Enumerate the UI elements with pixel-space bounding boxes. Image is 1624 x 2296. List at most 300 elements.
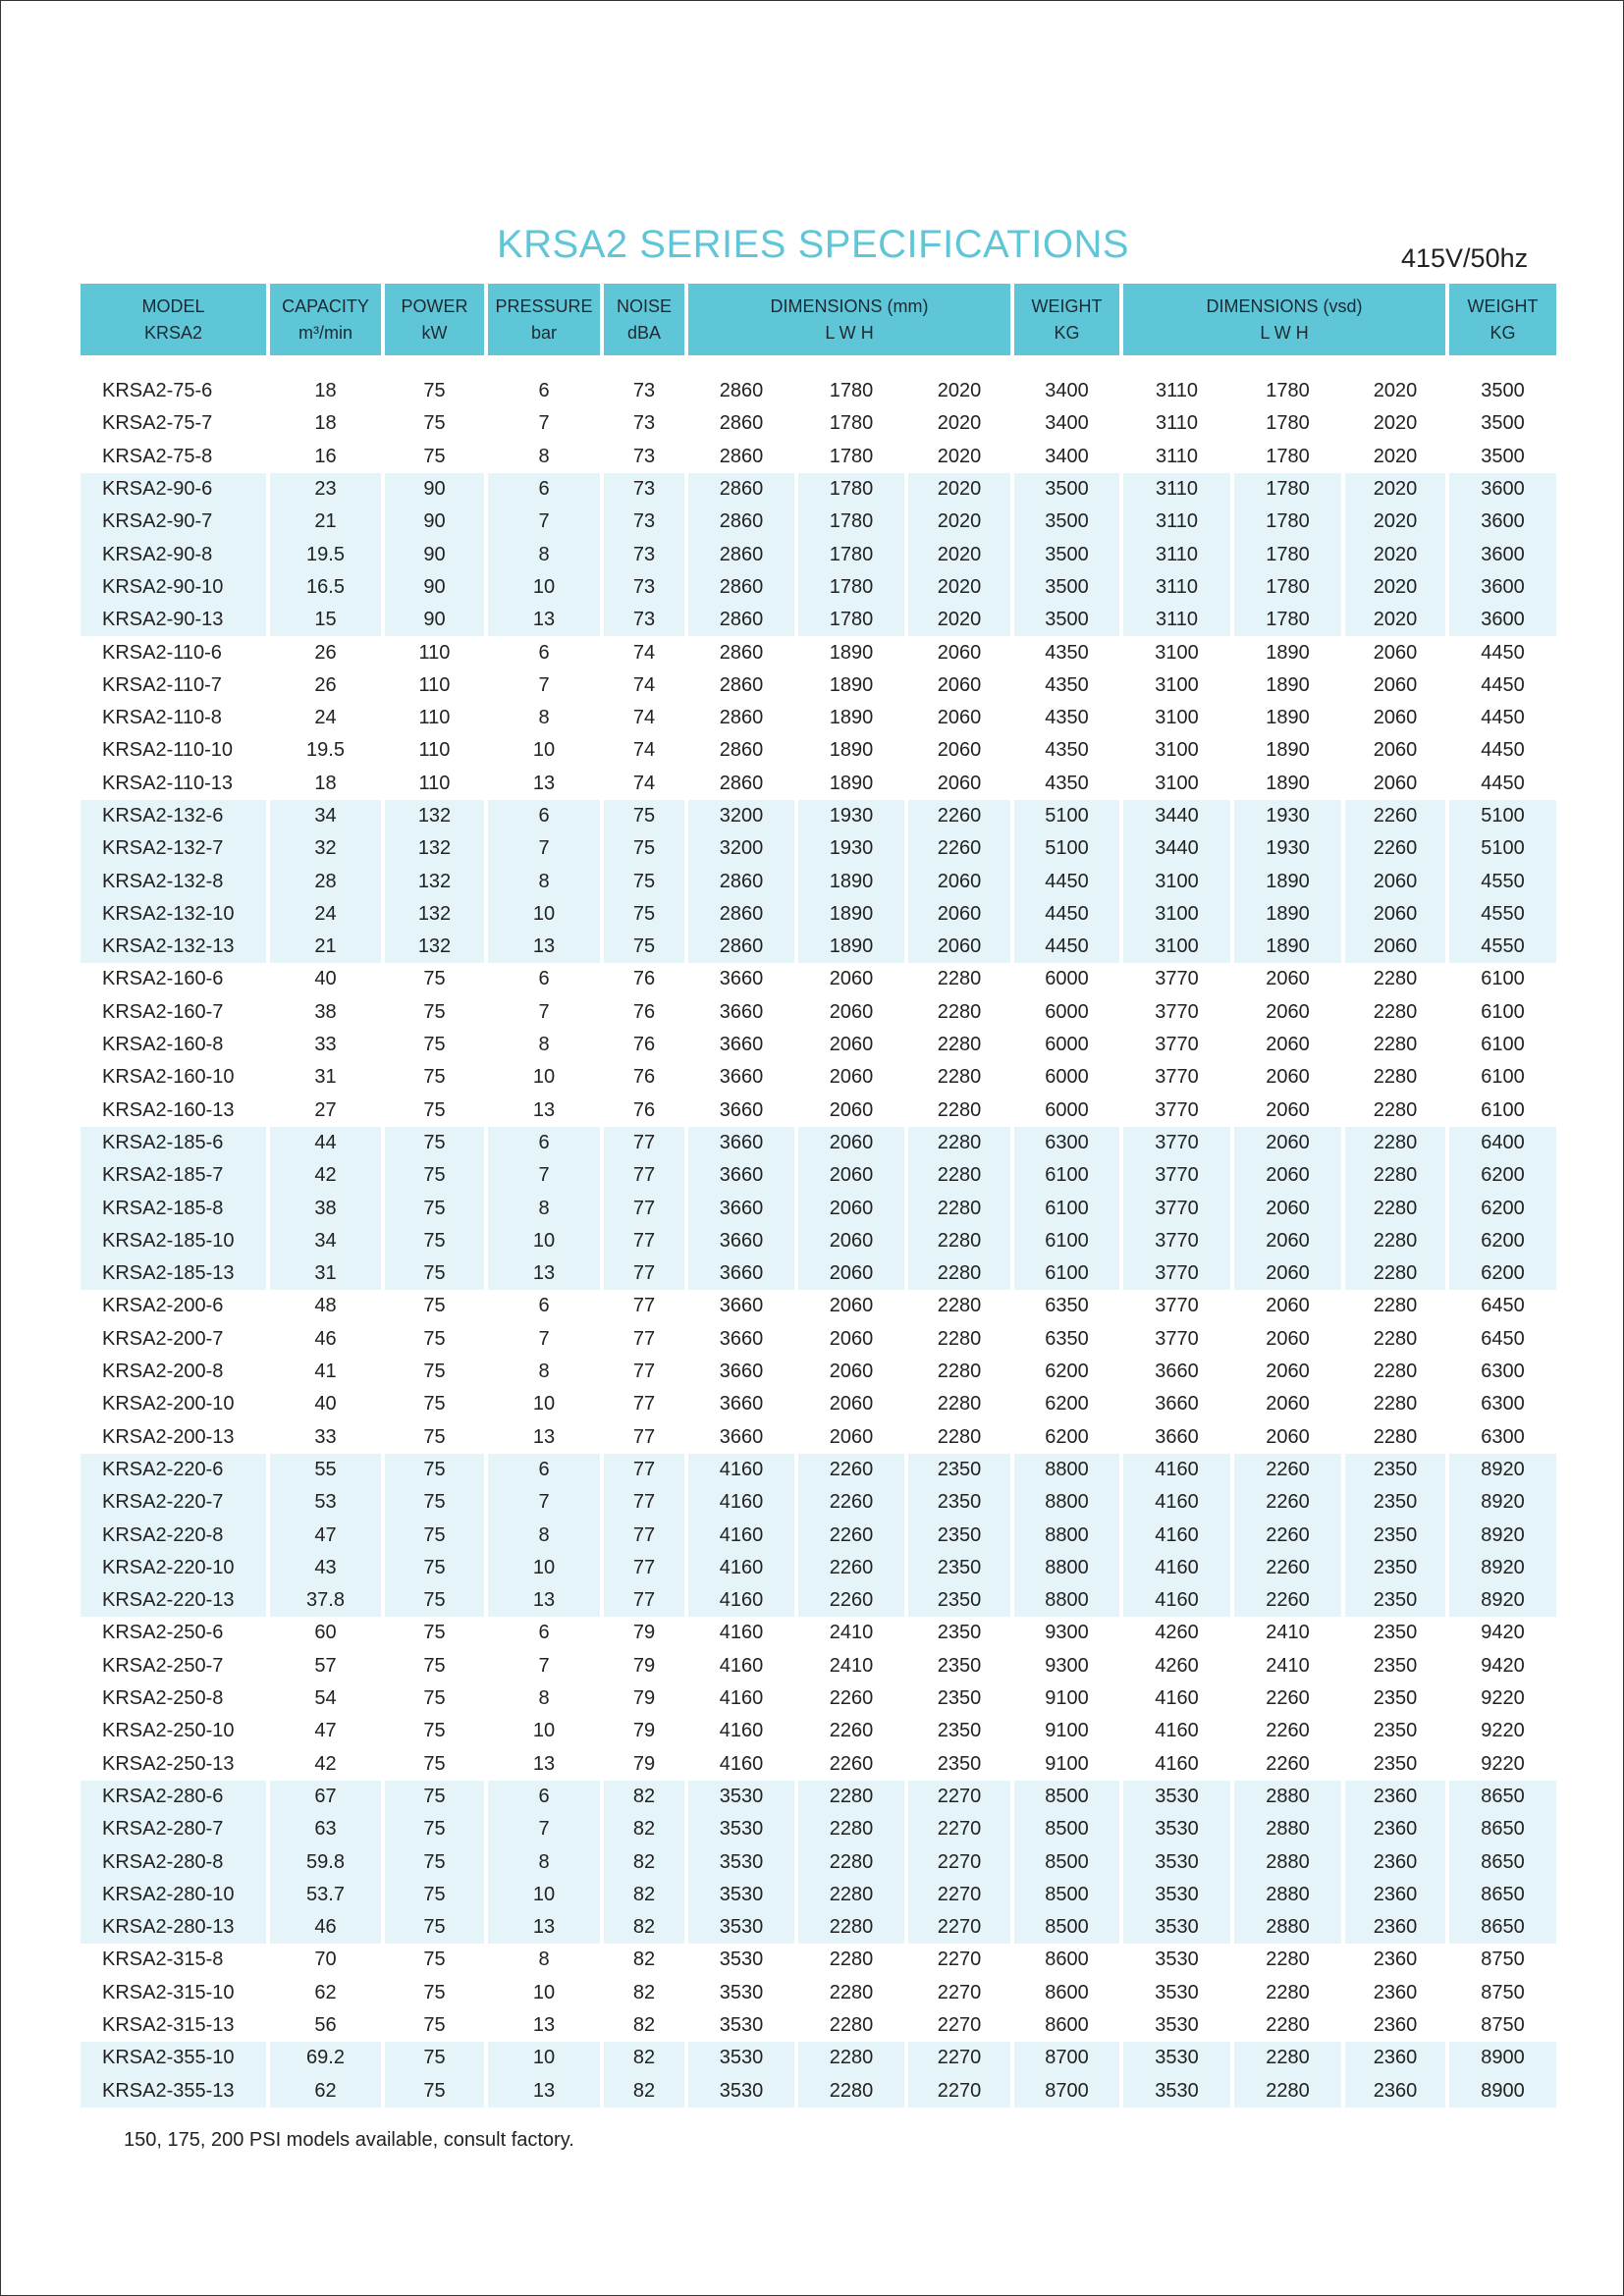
cell-vsd-w: 2060 (1234, 1225, 1345, 1257)
cell-dim-h: 2280 (908, 1388, 1014, 1420)
cell-weight: 9100 (1014, 1747, 1123, 1780)
cell-power: 75 (385, 1682, 488, 1715)
cell-noise: 82 (604, 2042, 688, 2074)
table-row (81, 1290, 1556, 1322)
cell-vsd-w: 2060 (1234, 1421, 1345, 1454)
table-row (81, 702, 1556, 734)
cell-dim-w: 1890 (798, 931, 908, 963)
cell-dim-h: 2270 (908, 1944, 1014, 1976)
cell-vsd-h: 2020 (1345, 604, 1449, 636)
cell-dim-w: 2060 (798, 1127, 908, 1159)
cell-vsd-w: 2280 (1234, 1944, 1345, 1976)
cell-power: 90 (385, 473, 488, 506)
cell-dim-h: 2280 (908, 1061, 1014, 1094)
cell-pressure: 7 (488, 407, 604, 440)
cell-weight: 5100 (1014, 800, 1123, 832)
cell-vsd-l: 3660 (1123, 1421, 1234, 1454)
cell-dim-w: 2280 (798, 1977, 908, 2009)
cell-weight-vsd: 3600 (1449, 506, 1556, 538)
cell-model: KRSA2-132-7 (81, 832, 270, 865)
cell-weight-vsd: 4550 (1449, 931, 1556, 963)
cell-noise: 75 (604, 865, 688, 897)
cell-vsd-w: 2060 (1234, 1257, 1345, 1290)
cell-weight: 3400 (1014, 375, 1123, 407)
cell-dim-w: 2280 (798, 2009, 908, 2042)
cell-model: KRSA2-185-10 (81, 1225, 270, 1257)
cell-model: KRSA2-90-13 (81, 604, 270, 636)
cell-vsd-l: 3770 (1123, 1029, 1234, 1061)
cell-vsd-h: 2350 (1345, 1584, 1449, 1617)
cell-noise: 74 (604, 768, 688, 800)
cell-noise: 77 (604, 1127, 688, 1159)
cell-dim-l: 3530 (688, 1781, 798, 1813)
cell-dim-h: 2060 (908, 931, 1014, 963)
cell-vsd-h: 2020 (1345, 375, 1449, 407)
cell-vsd-h: 2060 (1345, 768, 1449, 800)
cell-weight: 3500 (1014, 571, 1123, 604)
cell-model: KRSA2-75-7 (81, 407, 270, 440)
cell-vsd-w: 2060 (1234, 1127, 1345, 1159)
table-row (81, 1845, 1556, 1878)
cell-model: KRSA2-250-8 (81, 1682, 270, 1715)
cell-vsd-h: 2360 (1345, 1879, 1449, 1911)
cell-dim-l: 3660 (688, 1290, 798, 1322)
cell-model: KRSA2-200-6 (81, 1290, 270, 1322)
cell-vsd-h: 2060 (1345, 734, 1449, 767)
cell-vsd-l: 3770 (1123, 1192, 1234, 1224)
table-row (81, 1977, 1556, 2009)
cell-weight-vsd: 6200 (1449, 1225, 1556, 1257)
cell-model: KRSA2-160-8 (81, 1029, 270, 1061)
cell-dim-h: 2280 (908, 1225, 1014, 1257)
cell-dim-l: 2860 (688, 473, 798, 506)
cell-weight-vsd: 6400 (1449, 1127, 1556, 1159)
cell-noise: 82 (604, 1845, 688, 1878)
cell-vsd-l: 3530 (1123, 1845, 1234, 1878)
cell-dim-w: 1890 (798, 702, 908, 734)
table-row (81, 669, 1556, 702)
table-row (81, 1584, 1556, 1617)
table-row (81, 1944, 1556, 1976)
cell-weight: 8600 (1014, 1944, 1123, 1976)
cell-dim-h: 2350 (908, 1584, 1014, 1617)
cell-dim-w: 1890 (798, 865, 908, 897)
cell-dim-l: 2860 (688, 669, 798, 702)
cell-dim-h: 2280 (908, 1159, 1014, 1192)
cell-capacity: 27 (270, 1095, 385, 1127)
cell-noise: 73 (604, 407, 688, 440)
cell-noise: 77 (604, 1192, 688, 1224)
cell-power: 75 (385, 1257, 488, 1290)
table-row (81, 1747, 1556, 1780)
cell-capacity: 34 (270, 800, 385, 832)
cell-power: 110 (385, 768, 488, 800)
cell-noise: 74 (604, 734, 688, 767)
cell-dim-l: 3660 (688, 1095, 798, 1127)
header-pressure: PRESSURE bar (488, 284, 604, 355)
cell-vsd-w: 2260 (1234, 1552, 1345, 1584)
cell-model: KRSA2-75-6 (81, 375, 270, 407)
cell-vsd-l: 3110 (1123, 604, 1234, 636)
cell-weight-vsd: 5100 (1449, 800, 1556, 832)
cell-pressure: 8 (488, 1519, 604, 1551)
cell-dim-h: 2270 (908, 2042, 1014, 2074)
cell-power: 132 (385, 931, 488, 963)
cell-capacity: 69.2 (270, 2042, 385, 2074)
header-dimensions: DIMENSIONS (mm) L W H (688, 284, 1014, 355)
cell-vsd-l: 3770 (1123, 963, 1234, 995)
table-row (81, 407, 1556, 440)
cell-noise: 74 (604, 636, 688, 668)
cell-dim-w: 2260 (798, 1454, 908, 1486)
table-row (81, 506, 1556, 538)
cell-weight-vsd: 6300 (1449, 1421, 1556, 1454)
cell-power: 75 (385, 1095, 488, 1127)
cell-vsd-l: 3530 (1123, 1944, 1234, 1976)
cell-dim-h: 2350 (908, 1552, 1014, 1584)
cell-vsd-h: 2350 (1345, 1519, 1449, 1551)
cell-power: 75 (385, 1159, 488, 1192)
cell-noise: 77 (604, 1454, 688, 1486)
cell-dim-l: 2860 (688, 407, 798, 440)
cell-vsd-l: 3100 (1123, 734, 1234, 767)
cell-pressure: 7 (488, 1813, 604, 1845)
cell-vsd-w: 2060 (1234, 1061, 1345, 1094)
table-row (81, 1323, 1556, 1356)
cell-dim-h: 2020 (908, 473, 1014, 506)
cell-weight-vsd: 8650 (1449, 1781, 1556, 1813)
cell-vsd-l: 4160 (1123, 1486, 1234, 1519)
cell-vsd-w: 1890 (1234, 865, 1345, 897)
cell-pressure: 13 (488, 1747, 604, 1780)
cell-capacity: 21 (270, 931, 385, 963)
cell-model: KRSA2-250-6 (81, 1617, 270, 1649)
cell-dim-h: 2020 (908, 571, 1014, 604)
cell-weight: 8500 (1014, 1879, 1123, 1911)
table-row (81, 375, 1556, 407)
cell-dim-l: 3660 (688, 1159, 798, 1192)
cell-pressure: 10 (488, 1225, 604, 1257)
cell-vsd-h: 2280 (1345, 1225, 1449, 1257)
table-row (81, 1682, 1556, 1715)
cell-vsd-h: 2020 (1345, 538, 1449, 570)
cell-model: KRSA2-185-13 (81, 1257, 270, 1290)
cell-model: KRSA2-132-8 (81, 865, 270, 897)
cell-dim-l: 3530 (688, 1977, 798, 2009)
cell-capacity: 43 (270, 1552, 385, 1584)
cell-vsd-l: 3770 (1123, 1290, 1234, 1322)
cell-noise: 82 (604, 2009, 688, 2042)
table-row (81, 1650, 1556, 1682)
specifications-table (81, 284, 1556, 2108)
cell-dim-h: 2260 (908, 832, 1014, 865)
cell-weight-vsd: 3600 (1449, 473, 1556, 506)
cell-capacity: 38 (270, 996, 385, 1029)
header-weight-vsd: WEIGHT KG (1449, 284, 1556, 355)
cell-dim-h: 2280 (908, 963, 1014, 995)
cell-dim-h: 2350 (908, 1682, 1014, 1715)
cell-dim-w: 2060 (798, 1192, 908, 1224)
cell-power: 75 (385, 996, 488, 1029)
cell-pressure: 7 (488, 669, 604, 702)
cell-model: KRSA2-220-6 (81, 1454, 270, 1486)
cell-vsd-l: 3100 (1123, 865, 1234, 897)
cell-dim-h: 2270 (908, 1911, 1014, 1944)
cell-noise: 79 (604, 1715, 688, 1747)
cell-power: 110 (385, 636, 488, 668)
cell-dim-h: 2270 (908, 1977, 1014, 2009)
cell-vsd-h: 2280 (1345, 1095, 1449, 1127)
cell-vsd-w: 1780 (1234, 604, 1345, 636)
cell-vsd-h: 2280 (1345, 1323, 1449, 1356)
cell-vsd-h: 2350 (1345, 1650, 1449, 1682)
cell-capacity: 31 (270, 1061, 385, 1094)
header-dimensions-vsd: DIMENSIONS (vsd) L W H (1123, 284, 1449, 355)
cell-noise: 79 (604, 1650, 688, 1682)
cell-vsd-h: 2360 (1345, 1813, 1449, 1845)
cell-vsd-w: 2410 (1234, 1650, 1345, 1682)
cell-noise: 75 (604, 931, 688, 963)
cell-dim-h: 2270 (908, 1879, 1014, 1911)
cell-capacity: 40 (270, 1388, 385, 1420)
cell-vsd-h: 2280 (1345, 1029, 1449, 1061)
page-title: KRSA2 SERIES SPECIFICATIONS (496, 223, 1130, 266)
cell-capacity: 56 (270, 2009, 385, 2042)
cell-dim-w: 1780 (798, 407, 908, 440)
cell-power: 90 (385, 506, 488, 538)
cell-pressure: 6 (488, 636, 604, 668)
header-noise: NOISE dBA (604, 284, 688, 355)
cell-vsd-l: 4160 (1123, 1747, 1234, 1780)
cell-capacity: 16 (270, 441, 385, 473)
cell-dim-w: 2410 (798, 1617, 908, 1649)
cell-weight: 3500 (1014, 538, 1123, 570)
cell-dim-l: 3660 (688, 1127, 798, 1159)
cell-vsd-w: 2280 (1234, 1977, 1345, 2009)
cell-vsd-h: 2360 (1345, 1911, 1449, 1944)
cell-weight-vsd: 9220 (1449, 1682, 1556, 1715)
cell-capacity: 26 (270, 636, 385, 668)
header-weight: WEIGHT KG (1014, 284, 1123, 355)
cell-model: KRSA2-315-8 (81, 1944, 270, 1976)
cell-dim-w: 2060 (798, 1290, 908, 1322)
cell-dim-h: 2020 (908, 506, 1014, 538)
cell-vsd-l: 4160 (1123, 1519, 1234, 1551)
cell-weight: 6100 (1014, 1225, 1123, 1257)
cell-vsd-w: 1890 (1234, 669, 1345, 702)
table-row (81, 1454, 1556, 1486)
cell-pressure: 7 (488, 1650, 604, 1682)
cell-pressure: 10 (488, 1061, 604, 1094)
cell-vsd-h: 2280 (1345, 963, 1449, 995)
cell-vsd-l: 3770 (1123, 1127, 1234, 1159)
cell-capacity: 33 (270, 1421, 385, 1454)
cell-dim-w: 1890 (798, 768, 908, 800)
cell-pressure: 6 (488, 1617, 604, 1649)
cell-pressure: 8 (488, 1845, 604, 1878)
cell-noise: 82 (604, 1879, 688, 1911)
cell-pressure: 10 (488, 898, 604, 931)
cell-dim-l: 2860 (688, 768, 798, 800)
cell-capacity: 48 (270, 1290, 385, 1322)
cell-noise: 74 (604, 669, 688, 702)
cell-dim-l: 2860 (688, 604, 798, 636)
cell-vsd-l: 3530 (1123, 1879, 1234, 1911)
cell-power: 75 (385, 2009, 488, 2042)
cell-vsd-l: 4260 (1123, 1650, 1234, 1682)
cell-noise: 79 (604, 1747, 688, 1780)
cell-pressure: 13 (488, 2074, 604, 2107)
cell-dim-l: 2860 (688, 506, 798, 538)
cell-vsd-h: 2350 (1345, 1617, 1449, 1649)
cell-dim-w: 2280 (798, 1879, 908, 1911)
cell-vsd-h: 2280 (1345, 1061, 1449, 1094)
cell-weight-vsd: 3600 (1449, 571, 1556, 604)
cell-noise: 82 (604, 1781, 688, 1813)
cell-vsd-l: 3100 (1123, 669, 1234, 702)
cell-weight: 6200 (1014, 1388, 1123, 1420)
cell-weight-vsd: 3600 (1449, 604, 1556, 636)
cell-vsd-l: 4160 (1123, 1454, 1234, 1486)
cell-capacity: 31 (270, 1257, 385, 1290)
cell-power: 75 (385, 1388, 488, 1420)
cell-model: KRSA2-160-7 (81, 996, 270, 1029)
cell-power: 75 (385, 963, 488, 995)
cell-noise: 82 (604, 2074, 688, 2107)
cell-pressure: 13 (488, 931, 604, 963)
table-row (81, 1715, 1556, 1747)
cell-vsd-l: 3770 (1123, 1159, 1234, 1192)
table-row (81, 832, 1556, 865)
table-row (81, 1813, 1556, 1845)
cell-vsd-w: 2260 (1234, 1454, 1345, 1486)
cell-dim-w: 1890 (798, 636, 908, 668)
table-row (81, 1192, 1556, 1224)
cell-pressure: 10 (488, 1388, 604, 1420)
table-row (81, 2042, 1556, 2074)
cell-weight-vsd: 6200 (1449, 1159, 1556, 1192)
cell-vsd-w: 1890 (1234, 636, 1345, 668)
cell-noise: 77 (604, 1290, 688, 1322)
table-row (81, 1356, 1556, 1388)
table-row (81, 1388, 1556, 1420)
cell-dim-h: 2350 (908, 1519, 1014, 1551)
cell-pressure: 8 (488, 1944, 604, 1976)
table-row (81, 2009, 1556, 2042)
cell-weight: 8800 (1014, 1519, 1123, 1551)
cell-dim-h: 2280 (908, 1192, 1014, 1224)
cell-model: KRSA2-220-10 (81, 1552, 270, 1584)
cell-weight-vsd: 8920 (1449, 1486, 1556, 1519)
cell-power: 110 (385, 734, 488, 767)
cell-power: 75 (385, 1290, 488, 1322)
cell-pressure: 8 (488, 1356, 604, 1388)
cell-dim-w: 1780 (798, 375, 908, 407)
cell-power: 75 (385, 1911, 488, 1944)
cell-weight-vsd: 4450 (1449, 669, 1556, 702)
cell-pressure: 6 (488, 473, 604, 506)
cell-dim-h: 2060 (908, 768, 1014, 800)
header-dim-l: L (825, 322, 835, 343)
cell-dim-w: 1780 (798, 571, 908, 604)
cell-model: KRSA2-132-10 (81, 898, 270, 931)
cell-dim-h: 2020 (908, 375, 1014, 407)
cell-weight-vsd: 6200 (1449, 1192, 1556, 1224)
table-row (81, 1159, 1556, 1192)
cell-pressure: 13 (488, 1584, 604, 1617)
cell-weight-vsd: 8650 (1449, 1879, 1556, 1911)
cell-vsd-l: 3530 (1123, 2074, 1234, 2107)
table-row (81, 441, 1556, 473)
cell-pressure: 8 (488, 1192, 604, 1224)
cell-capacity: 18 (270, 375, 385, 407)
table-row (81, 1519, 1556, 1551)
cell-dim-w: 1890 (798, 734, 908, 767)
cell-dim-w: 2260 (798, 1682, 908, 1715)
cell-dim-h: 2280 (908, 1257, 1014, 1290)
table-row (81, 1061, 1556, 1094)
cell-dim-h: 2260 (908, 800, 1014, 832)
cell-dim-w: 1780 (798, 604, 908, 636)
header-vsd-l: L (1260, 322, 1270, 343)
cell-weight: 3400 (1014, 407, 1123, 440)
cell-noise: 77 (604, 1552, 688, 1584)
cell-noise: 82 (604, 1813, 688, 1845)
cell-vsd-h: 2350 (1345, 1715, 1449, 1747)
cell-vsd-l: 3770 (1123, 996, 1234, 1029)
cell-dim-l: 4160 (688, 1682, 798, 1715)
cell-pressure: 8 (488, 1682, 604, 1715)
cell-vsd-h: 2360 (1345, 1944, 1449, 1976)
cell-vsd-l: 3110 (1123, 538, 1234, 570)
cell-dim-w: 1890 (798, 898, 908, 931)
cell-model: KRSA2-160-10 (81, 1061, 270, 1094)
cell-model: KRSA2-355-13 (81, 2074, 270, 2107)
cell-capacity: 60 (270, 1617, 385, 1649)
cell-pressure: 8 (488, 702, 604, 734)
cell-dim-l: 4160 (688, 1715, 798, 1747)
cell-noise: 82 (604, 1977, 688, 2009)
cell-dim-h: 2350 (908, 1486, 1014, 1519)
cell-power: 75 (385, 1486, 488, 1519)
cell-weight: 4450 (1014, 931, 1123, 963)
cell-dim-h: 2060 (908, 702, 1014, 734)
cell-dim-w: 1780 (798, 473, 908, 506)
cell-vsd-w: 2260 (1234, 1682, 1345, 1715)
table-row (81, 1911, 1556, 1944)
cell-vsd-w: 1780 (1234, 375, 1345, 407)
cell-power: 75 (385, 1650, 488, 1682)
cell-model: KRSA2-90-6 (81, 473, 270, 506)
cell-weight-vsd: 8920 (1449, 1519, 1556, 1551)
cell-weight: 8800 (1014, 1584, 1123, 1617)
cell-dim-l: 3530 (688, 1813, 798, 1845)
cell-weight-vsd: 6100 (1449, 963, 1556, 995)
cell-dim-l: 3530 (688, 1911, 798, 1944)
cell-capacity: 70 (270, 1944, 385, 1976)
cell-weight: 8500 (1014, 1781, 1123, 1813)
cell-capacity: 41 (270, 1356, 385, 1388)
cell-pressure: 10 (488, 2042, 604, 2074)
header-dim-h: H (860, 322, 874, 343)
table-row (81, 1127, 1556, 1159)
cell-weight-vsd: 8750 (1449, 2009, 1556, 2042)
cell-pressure: 13 (488, 1421, 604, 1454)
cell-dim-w: 2060 (798, 996, 908, 1029)
cell-model: KRSA2-90-10 (81, 571, 270, 604)
cell-vsd-h: 2060 (1345, 636, 1449, 668)
cell-noise: 77 (604, 1225, 688, 1257)
